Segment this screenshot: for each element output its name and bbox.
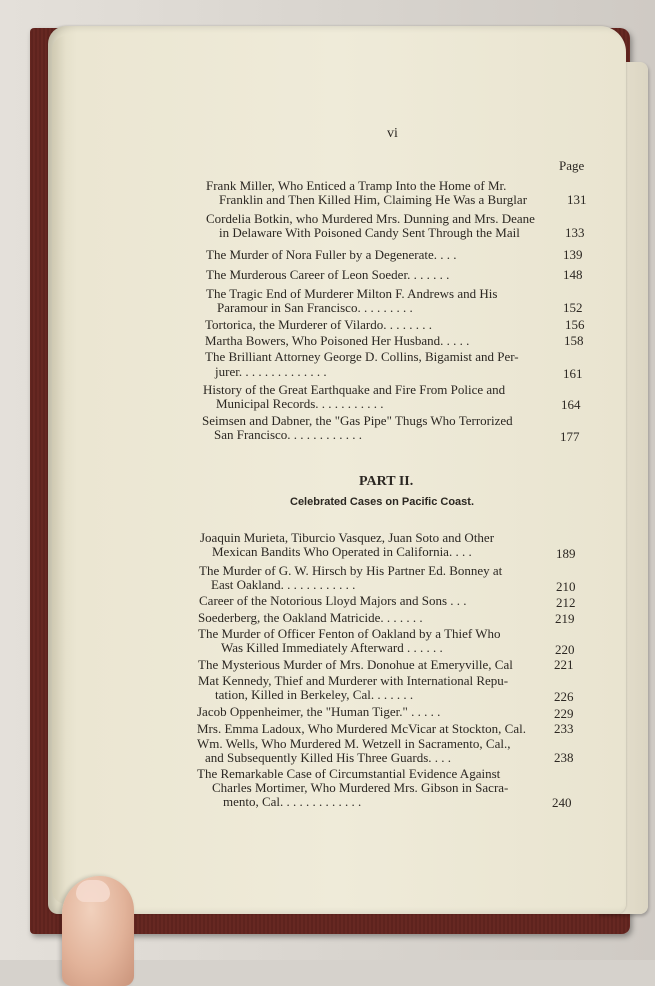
part-heading: PART II. bbox=[359, 474, 414, 489]
toc-page-number: 233 bbox=[554, 721, 574, 736]
toc-page-number: 238 bbox=[554, 750, 574, 765]
toc-entry-line: The Murder of G. W. Hirsch by His Partner Ed. Bonney at bbox=[199, 563, 503, 578]
toc-entry-line: Frank Miller, Who Enticed a Tramp Into the Home of Mr. bbox=[206, 178, 507, 193]
toc-entry-line: tation, Killed in Berkeley, Cal. . . . . . . bbox=[215, 687, 414, 702]
toc-page-number: 240 bbox=[552, 795, 572, 810]
toc-entry-line: The Tragic End of Murderer Milton F. Andrews and His bbox=[206, 286, 498, 301]
part-subheading: Celebrated Cases on Pacific Coast. bbox=[290, 496, 475, 508]
toc-page-number: 212 bbox=[556, 595, 576, 610]
toc-entry-line: Mrs. Emma Ladoux, Who Murdered McVicar at Stockton, Cal. bbox=[197, 721, 526, 736]
toc-page-number: 158 bbox=[564, 333, 584, 348]
toc-page-number: 177 bbox=[560, 429, 580, 444]
toc-entry-line: Charles Mortimer, Who Murdered Mrs. Gibson in Sacra- bbox=[212, 780, 509, 795]
toc-page-number: 221 bbox=[554, 657, 574, 672]
toc-entry-line: Jacob Oppenheimer, the "Human Tiger." . . . . . bbox=[197, 704, 441, 719]
toc-entry-line: San Francisco. . . . . . . . . . . . bbox=[214, 427, 363, 442]
toc-page-number: 152 bbox=[563, 300, 583, 315]
toc-entry-line: The Mysterious Murder of Mrs. Donohue at Emeryville, Cal bbox=[198, 657, 513, 672]
toc-entry-line: Mexican Bandits Who Operated in California. . . . bbox=[212, 544, 472, 559]
toc-entry-line: Martha Bowers, Who Poisoned Her Husband. . . . . bbox=[205, 333, 470, 348]
toc-page-number: 133 bbox=[565, 225, 585, 240]
toc-entry-line: The Murder of Officer Fenton of Oakland by a Thief Who bbox=[198, 626, 501, 641]
toc-entry-line: Soederberg, the Oakland Matricide. . . . . . . bbox=[198, 610, 423, 625]
toc-page-number: 189 bbox=[556, 546, 576, 561]
toc-entry-line: The Murder of Nora Fuller by a Degenerate. . . . bbox=[206, 247, 457, 262]
page-gutter bbox=[52, 36, 66, 904]
toc-entry-line: Paramour in San Francisco. . . . . . . . . bbox=[217, 300, 413, 315]
page-number-roman: vi bbox=[387, 126, 398, 141]
toc-page-number: 139 bbox=[563, 247, 583, 262]
toc-entry-line: The Brilliant Attorney George D. Collins, Bigamist and Per- bbox=[205, 349, 519, 364]
toc-page-number: 161 bbox=[563, 366, 583, 381]
toc-page-number: 210 bbox=[556, 579, 576, 594]
toc-entry-line: Career of the Notorious Lloyd Majors and Sons . . . bbox=[199, 593, 467, 608]
toc-entry-line: The Murderous Career of Leon Soeder. . . . . . . bbox=[206, 267, 450, 282]
toc-page-number: 229 bbox=[554, 706, 574, 721]
toc-entry-line: History of the Great Earthquake and Fire From Police and bbox=[203, 382, 506, 397]
toc-entry-line: The Remarkable Case of Circumstantial Evidence Against bbox=[197, 766, 501, 781]
toc-entry-line: Cordelia Botkin, who Murdered Mrs. Dunning and Mrs. Deane bbox=[206, 211, 535, 226]
toc-entry-line: and Subsequently Killed His Three Guards. . . . bbox=[205, 750, 451, 765]
toc-entry-line: mento, Cal. . . . . . . . . . . . . bbox=[223, 794, 362, 809]
toc-entry-line: Wm. Wells, Who Murdered M. Wetzell in Sacramento, Cal., bbox=[197, 736, 511, 751]
toc-entry-line: Tortorica, the Murderer of Vilardo. . . . . . . . bbox=[205, 317, 432, 332]
toc-page-number: 220 bbox=[555, 642, 575, 657]
toc-entry-line: in Delaware With Poisoned Candy Sent Through the Mail bbox=[219, 225, 520, 240]
toc-page-number: 219 bbox=[555, 611, 575, 626]
toc-entry-line: Mat Kennedy, Thief and Murderer with International Repu- bbox=[198, 673, 509, 688]
toc-entry-line: East Oakland. . . . . . . . . . . . bbox=[211, 577, 356, 592]
toc-entry-line: Seimsen and Dabner, the "Gas Pipe" Thugs Who Terrorized bbox=[202, 413, 513, 428]
toc-entry-line: Joaquin Murieta, Tiburcio Vasquez, Juan Soto and Other bbox=[200, 530, 495, 545]
toc-page-number: 148 bbox=[563, 267, 583, 282]
toc-page-number: 164 bbox=[561, 397, 581, 412]
toc-page-number: 226 bbox=[554, 689, 574, 704]
toc-page-number: 131 bbox=[567, 192, 587, 207]
toc-page-number: 156 bbox=[565, 317, 585, 332]
page-column-header: Page bbox=[559, 158, 585, 173]
toc-entry-line: Municipal Records. . . . . . . . . . . bbox=[216, 396, 384, 411]
toc-entry-line: Franklin and Then Killed Him, Claiming He Was a Burglar bbox=[219, 192, 528, 207]
toc-entry-line: jurer. . . . . . . . . . . . . . bbox=[215, 364, 327, 379]
thumbnail-nail bbox=[76, 880, 110, 902]
toc-entry-line: Was Killed Immediately Afterward . . . . . . bbox=[221, 640, 443, 655]
